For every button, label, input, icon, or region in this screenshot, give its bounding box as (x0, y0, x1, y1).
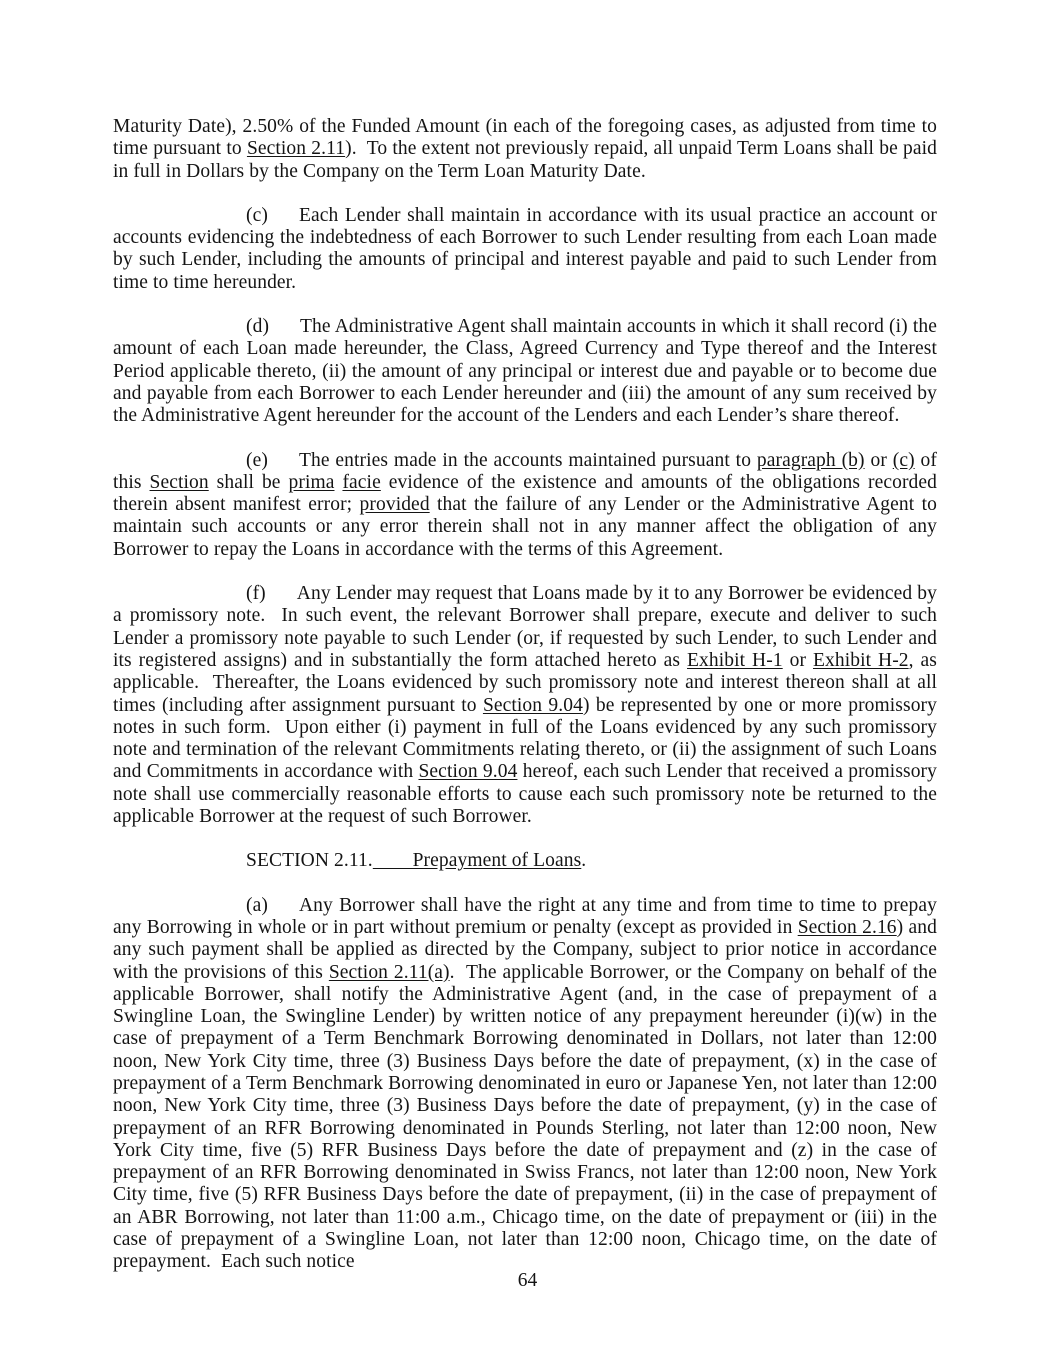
text-run: hereof, each such Lender that received a promissory note shall use commercially reasonable efforts to cause each such promissory note be returned to the applicable Borrower at the request of such Borrower. (113, 761, 937, 828)
underlined-reference: Exhibit H-1 (687, 649, 783, 671)
underlined-reference: provided (359, 494, 430, 516)
clause-label: (c) (246, 204, 268, 226)
page-footer (0, 1270, 1055, 1292)
text-run: shall be (208, 471, 289, 493)
underlined-reference: Exhibit H-2 (812, 649, 909, 671)
clause-d-administrative-agent-accounts (113, 316, 937, 427)
text-run: SECTION 2.11. (246, 850, 373, 872)
text-run: ) be represented by one or more promissory notes in such form. Upon either (i) payment in full of the Loans evidenced by any such promissory note and termination of the relevant Commitments relating thereto, or (ii) the assignment of such Loans and Commitments in accordance with (113, 694, 937, 783)
clause-e-entries-prima-facie (113, 450, 937, 561)
text-run: Any Lender may request that Loans made by it to any Borrower be evidenced by a promissory note. In such event, the relevant Borrower shall prepare, execute and deliver to such Lender a promissory note payable to such Lender (or, if requested by such Lender, to such Lender and its registered assigns) and in substantially the form attached hereto as (113, 583, 937, 671)
paragraph-term-loan-maturity-continuation (113, 116, 937, 183)
clause-a-prepayment-rights (113, 895, 937, 1274)
clause-c-lender-accounts (113, 205, 937, 294)
text-run: Maturity Date), 2.50% of the Funded Amount (in each of the foregoing cases, as adjusted from time to time pursuant to (113, 116, 937, 160)
underlined-reference: Section 2.11(a) (328, 961, 450, 983)
underlined-reference: Section (149, 471, 209, 493)
clause-label: (a) (246, 894, 268, 916)
text-run: The Administrative Agent shall maintain accounts in which it shall record (i) the amount of each Loan made hereunder, the Class, Agreed Currency and Type thereof and the Interest Period applicable thereto, (ii) the amount of any principal or interest due and payable or to become due and payable from each Borrower to each Lender hereunder and (iii) the amount of any sum received by the Administrative Agent hereunder for the account of the Lenders and each Lender’s share thereof. (113, 316, 937, 427)
clause-label: (f) (246, 583, 266, 605)
underlined-reference: Section 2.11 (246, 138, 346, 160)
text-run: Each Lender shall maintain in accordance with its usual practice an account or accounts evidencing the indebtedness of each Borrower to such Lender resulting from each Loan made by such Lender, including the amounts of principal and interest payable and paid to such Lender from time to time hereunder. (113, 204, 937, 293)
underlined-reference: (c) (892, 449, 915, 471)
underlined-reference: Section 2.16 (797, 916, 897, 938)
text-run: The entries made in the accounts maintained pursuant to (298, 449, 757, 471)
text-run: ). To the extent not previously repaid, all unpaid Term Loans shall be paid in full in Dollars by the Company on the Term Loan Maturity Date. (113, 138, 938, 182)
underlined-reference: facie (342, 471, 381, 493)
text-run: , as applicable. Thereafter, the Loans evidenced by such promissory note and interest thereon shall at all times (including after assignment pursuant to (113, 649, 937, 716)
page-number: 64 (517, 1270, 538, 1291)
text-run: or (782, 649, 813, 671)
text-run: of this (113, 449, 937, 493)
underlined-reference: Section 9.04 (482, 694, 583, 716)
text-run: evidence of the existence and amounts of the obligations recorded therein absent manifest error; (113, 471, 937, 516)
underlined-reference: prima (288, 471, 335, 493)
text-run: . The applicable Borrower, or the Company on behalf of the applicable Borrower, shall notify the Administrative Agent (and, in the case of prepayment of a Swingline Loan, the Swingline Lender) by written notice of any prepayment hereunder (i)(w) in the case of prepayment of a Term Benchmark Borrowing denominated in Dollars, not later than 12:00 noon, New York City time, three (3) Business Days before the date of prepayment, (x) in the case of prepayment of a Term Benchmark Borrowing denominated in euro or Japanese Yen, not later than 12:00 noon, New York City time, three (3) Business Days before the date of prepayment, (y) in the case of prepayment of an RFR Borrowing denominated in Pounds Sterling, not later than 12:00 noon, New York City time, five (5) RFR Business Days before the date of prepayment and (z) in the case of prepayment of an RFR Borrowing denominated in Swiss Francs, not later than 12:00 noon, New York City time, five (5) RFR Business Days before the date of prepayment, (ii) in the case of prepayment of an ABR Borrowing, not later than 11:00 a.m., Chicago time, on the date of prepayment or (iii) in the case of prepayment of a Swingline Loan, not later than 12:00 noon, Chicago time, on the date of prepayment. Each such notice (113, 961, 937, 1273)
clause-label: (e) (246, 449, 268, 471)
section-2-11-heading (113, 850, 937, 872)
clause-label: (d) (246, 316, 270, 338)
document-body (113, 116, 937, 1296)
underlined-reference: Section 9.04 (418, 761, 518, 783)
clause-f-promissory-notes (113, 583, 937, 828)
text-run: that the failure of any Lender or the Administrative Agent to maintain such accounts or any error therein shall not in any manner affect the obligation of any Borrower to repay the Loans in accordance with the terms of this Agreement. (113, 494, 937, 560)
text-run: or (864, 449, 893, 471)
text-run: ) and any such payment shall be applied as directed by the Company, subject to prior notice in accordance with the provisions of this (113, 916, 937, 983)
underlined-reference: paragraph (b) (756, 449, 865, 471)
text-run: Any Borrower shall have the right at any time and from time to time to prepay any Borrowing in whole or in part without premium or penalty (except as provided in (113, 894, 937, 938)
underlined-reference: Prepayment of Loans (372, 850, 582, 872)
text-run: . (581, 850, 587, 872)
